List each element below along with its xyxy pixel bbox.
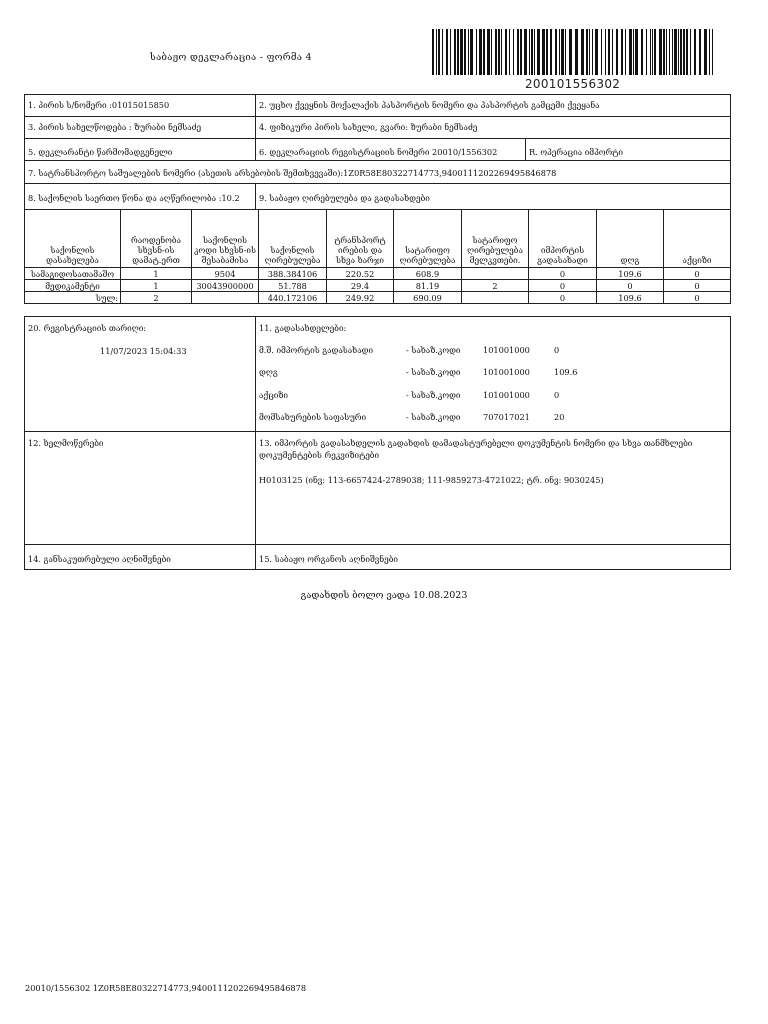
table-cell: 0 (529, 280, 597, 292)
weight-field: 8. საქონლის საერთო წონა და აღწერილობა :10.2 (28, 193, 240, 203)
field-14-box (24, 544, 256, 570)
table-cell: სულ: (25, 292, 121, 304)
table-cell: 109.6 (597, 292, 664, 304)
field-13-box (255, 431, 731, 545)
field-6b-box (525, 138, 731, 161)
table-cell: 30043900000 (192, 280, 259, 292)
table-cell: სამაგიდოსათამაშო (25, 268, 121, 280)
column-header: რაოდენობა სხვსნ-ის დამატ.ერთ (121, 210, 192, 268)
table-cell: 249.92 (327, 292, 394, 304)
column-header: იმპორტის გადასახადი (529, 210, 597, 268)
table-cell: 1 (121, 280, 192, 292)
docs-label: 13. იმპორტის გადასახდელის გადახდის დამადასტურებელი დოკუმენტის ნომერი და სხვა თანმხლები (259, 438, 693, 448)
table-cell: 608.9 (394, 268, 462, 280)
payment-deadline: გადახდის ბოლო ვადა 10.08.2023 (300, 590, 468, 601)
physical-person-field: 4. ფიზიკური პირის სახელი, გვარი: ზურაბი ნემსაძე (259, 122, 478, 132)
column-header: საქონლის კოდი სხვსნ-ის შესაბამისა (192, 210, 259, 268)
payer-amount: 0 (554, 390, 560, 400)
payer-name: დღგ (259, 367, 278, 377)
field-3-box (24, 116, 256, 139)
payers-label: 11. გადასახდელები: (259, 323, 347, 333)
footer-reference: 20010/1556302 1Z0R58E80322714773,9400111202269495846878 (25, 983, 307, 993)
docs-value: H0103125 (ინვ: 113-6657424-2789038; 111-9859273-4721022; ტრ. ინვ: 9030245) (259, 475, 604, 485)
treasury-code: 707017021 (483, 412, 530, 422)
document-title: საბაჟო დეკლარაცია - ფორმა 4 (150, 52, 312, 63)
table-cell: 0 (529, 268, 597, 280)
field-4-box (255, 116, 731, 139)
field-5-box (24, 138, 256, 161)
barcode-image (432, 29, 716, 75)
column-header: საქონლის დასახელება (25, 210, 121, 268)
table-cell (462, 292, 529, 304)
goods-header-row (25, 210, 731, 268)
field-2-box (255, 94, 731, 117)
column-header: საქონლის ღირებულება (259, 210, 327, 268)
table-cell: 0 (664, 292, 731, 304)
table-cell (192, 292, 259, 304)
treasury-code-label: - სახაზ.კოდი (406, 412, 461, 422)
customs-value-field: 9. საბაჟო ღირებულება და გადასახდები (259, 193, 430, 203)
field-9-box (255, 183, 731, 210)
table-cell: 220.52 (327, 268, 394, 280)
field-1-box (24, 94, 256, 117)
payer-name: მომსახურების საფასური (259, 412, 367, 422)
table-cell: 2 (462, 280, 529, 292)
table-total-row (25, 292, 731, 304)
table-cell: 1 (121, 268, 192, 280)
table-cell: 388.384106 (259, 268, 327, 280)
table-cell: 0 (664, 280, 731, 292)
registration-date-value: 11/07/2023 15:04:33 (100, 346, 187, 356)
table-cell: 0 (529, 292, 597, 304)
payer-amount: 109.6 (554, 367, 578, 377)
treasury-code: 101001000 (483, 390, 530, 400)
person-name-field: 3. პირის სახელწოდება : ზურაბი ნემსაძე (28, 122, 202, 132)
declarant-field: 5. დეკლარანტი წარმომადგენელი (28, 147, 173, 157)
field-6-box (255, 138, 526, 161)
column-header: სატარიფო ღირებულება (394, 210, 462, 268)
table-row (25, 268, 731, 280)
column-header: დღგ (597, 210, 664, 268)
registration-number-field: 6. დეკლარაციის რეგისტრაციის ნომერი 20010/1556302 (259, 147, 498, 157)
docs-label-cont: დოკუმენტების რეკვიზიტები (259, 450, 380, 460)
treasury-code: 101001000 (483, 345, 530, 355)
field-11-box (255, 316, 731, 432)
table-cell: 2 (121, 292, 192, 304)
table-cell: 9504 (192, 268, 259, 280)
treasury-code: 101001000 (483, 367, 530, 377)
person-id-field: 1. პირის ს/ნომერი :01015015850 (28, 100, 170, 110)
goods-table (24, 209, 731, 304)
transport-field: 7. სატრანსპორტო საშუალების ნომერი (ასეთის არსებობის შემთხვევაში):1Z0R58E80322714773,9400111202269495846878 (28, 168, 557, 178)
table-cell (462, 268, 529, 280)
payer-amount: 20 (554, 412, 565, 422)
field-15-box (255, 544, 731, 570)
column-header: სატარიფო ღირებულება მელკვთები. (462, 210, 529, 268)
table-cell: მედიკამენტი (25, 280, 121, 292)
table-cell: 440.172106 (259, 292, 327, 304)
treasury-code-label: - სახაზ.კოდი (406, 390, 461, 400)
registration-date-label: 20. რეგისტრაციის თარიღი: (28, 323, 147, 333)
column-header: აქციზი (664, 210, 731, 268)
table-cell: 690.09 (394, 292, 462, 304)
table-cell: 109.6 (597, 268, 664, 280)
payer-amount: 0 (554, 345, 560, 355)
table-cell: 0 (597, 280, 664, 292)
barcode-number: 200101556302 (525, 77, 621, 91)
field-7-box (24, 160, 731, 184)
field-20-box (24, 316, 256, 432)
signatures-label: 12. ხელმოწერები (28, 438, 104, 448)
special-notes-label: 14. განსაკუთრებული აღნიშვნები (28, 554, 171, 564)
treasury-code-label: - სახაზ.კოდი (406, 345, 461, 355)
field-8-box (24, 183, 256, 210)
payer-name: აქციზი (259, 390, 288, 400)
passport-field: 2. უცხო ქვეყნის მოქალაქის პასპორტის ნომერი და პასპორტის გამცემი ქვეყანა (259, 100, 600, 110)
table-cell: 81.19 (394, 280, 462, 292)
table-cell: 0 (664, 268, 731, 280)
treasury-code-label: - სახაზ.კოდი (406, 367, 461, 377)
customs-notes-label: 15. საბაჟო ორგანოს აღნიშვნები (259, 554, 399, 564)
operation-field: R. ოპერაცია იმპორტი (529, 147, 623, 157)
table-cell: 29.4 (327, 280, 394, 292)
payer-name: მ.შ. იმპორტის გადასახადი (259, 345, 374, 355)
field-12-box (24, 431, 256, 545)
table-row (25, 280, 731, 292)
column-header: ტრანსპორტ ირების და სხვა ხარჯი (327, 210, 394, 268)
table-cell: 51.788 (259, 280, 327, 292)
